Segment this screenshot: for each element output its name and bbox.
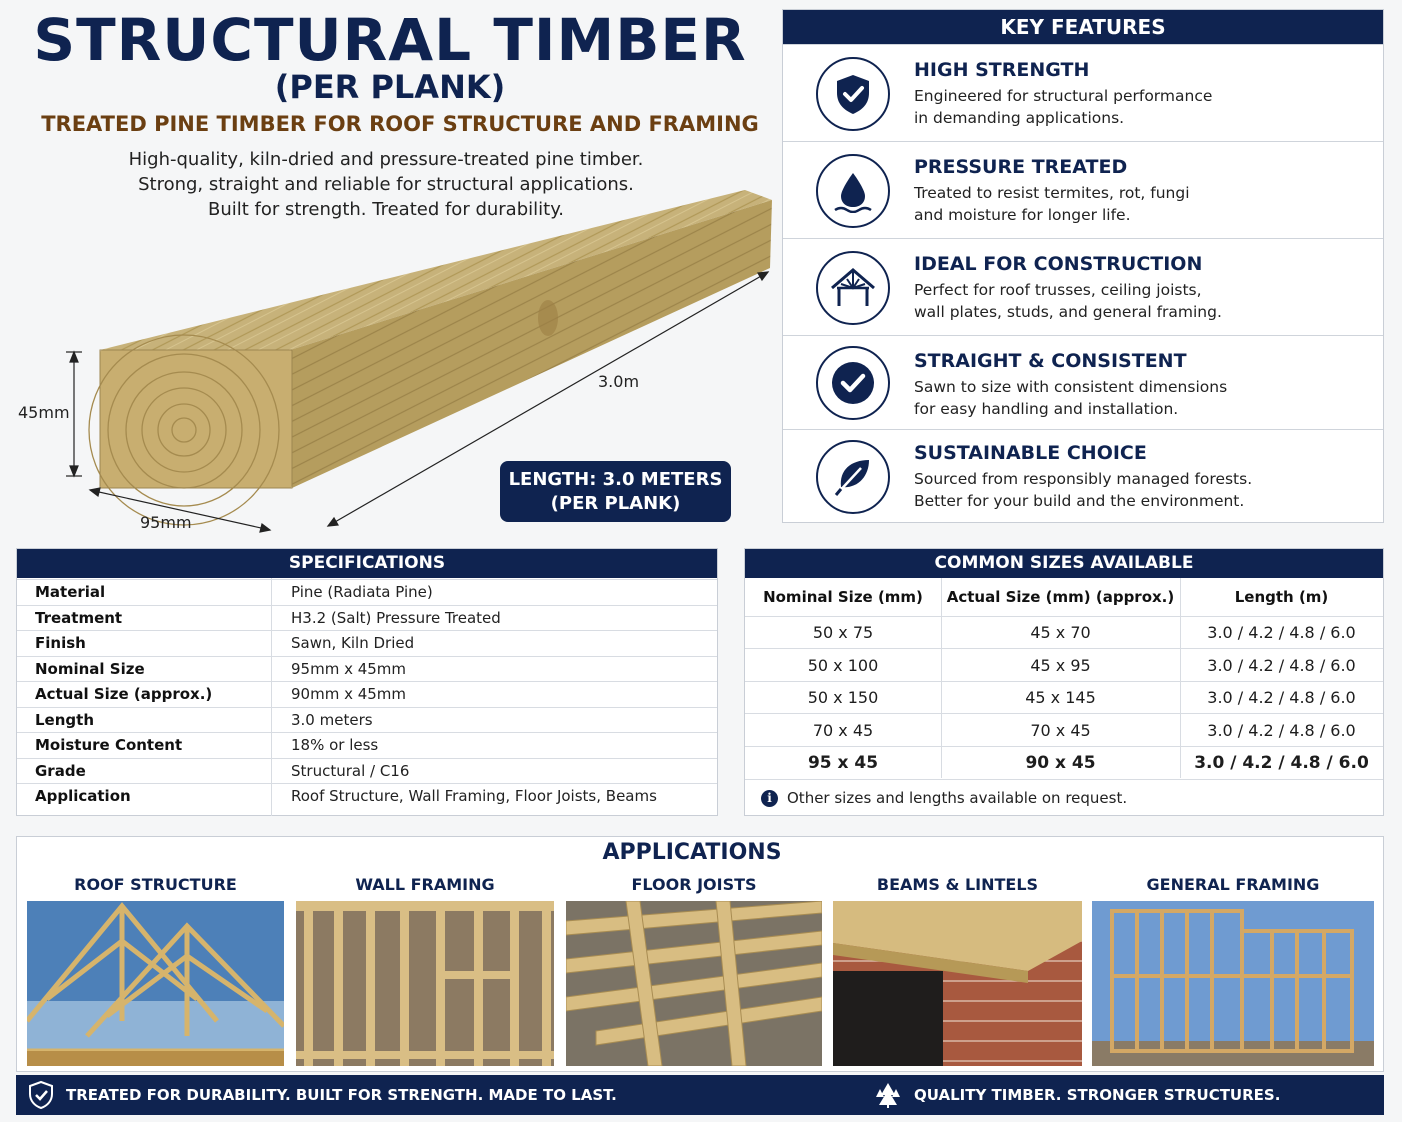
table-cell: 45 x 70: [1030, 623, 1091, 642]
spec-label: Treatment: [35, 608, 123, 627]
feature-line: Sawn to size with consistent dimensions: [914, 378, 1228, 396]
spec-row: [17, 630, 717, 656]
spec-row: [17, 783, 717, 809]
info-icon: i: [761, 790, 778, 807]
table-cell: 90 x 45: [1025, 753, 1096, 773]
feature-line: Treated to resist termites, rot, fungi: [914, 184, 1190, 202]
column-header: Length (m): [1234, 588, 1329, 606]
product-tagline: TREATED PINE TIMBER FOR ROOF STRUCTURE AND FRAMING: [41, 112, 759, 136]
feature-line: wall plates, studs, and general framing.: [914, 303, 1222, 321]
feature-line: Better for your build and the environment.: [914, 492, 1245, 510]
application-label: ROOF STRUCTURE: [74, 875, 237, 894]
spec-value: 18% or less: [291, 736, 379, 754]
table-cell: 70 x 45: [1030, 720, 1091, 740]
length-dimension: 3.0m: [598, 372, 640, 391]
footer-bar: [16, 1075, 1384, 1115]
spec-label: Actual Size (approx.): [35, 685, 213, 703]
check-circle-icon: [816, 346, 890, 420]
length-badge-line: LENGTH: 3.0 METERS: [508, 469, 723, 490]
spec-label: Length: [35, 710, 94, 729]
feature-title: PRESSURE TREATED: [914, 156, 1128, 178]
table-row-highlighted: [745, 746, 1383, 780]
table-row: [745, 648, 1383, 681]
table-cell: 50 x 75: [812, 623, 874, 642]
column-header: Actual Size (mm) (approx.): [946, 588, 1175, 606]
applications-heading: APPLICATIONS: [602, 840, 782, 865]
feature-line: Engineered for structural performance: [914, 87, 1213, 105]
spec-row: [17, 579, 717, 605]
feature-description: [914, 468, 1294, 512]
feature-title: SUSTAINABLE CHOICE: [914, 442, 1147, 464]
table-cell: 45 x 145: [1025, 688, 1096, 707]
feature-description: [914, 182, 1294, 226]
spec-row: [17, 758, 717, 784]
table-row: [745, 616, 1383, 648]
feature-item: [783, 141, 1383, 238]
application-label: BEAMS & LINTELS: [876, 875, 1039, 894]
description-line: High-quality, kiln-dried and pressure-treated pine timber.: [128, 149, 644, 170]
length-badge-line: (PER PLANK): [550, 493, 681, 514]
spec-label: Material: [35, 583, 106, 601]
spec-value: Sawn, Kiln Dried: [291, 634, 415, 652]
hero-section: [0, 0, 780, 540]
table-cell: 3.0 / 4.2 / 4.8 / 6.0: [1207, 623, 1356, 642]
application-label: FLOOR JOISTS: [631, 875, 757, 894]
spec-row: [17, 732, 717, 758]
footer-left-text: TREATED FOR DURABILITY. BUILT FOR STRENGTH. MADE TO LAST.: [66, 1086, 617, 1104]
key-features-panel: [782, 9, 1384, 523]
spec-value: Structural / C16: [291, 761, 410, 780]
feature-line: and moisture for longer life.: [914, 206, 1131, 224]
beams-lintels-image: [833, 901, 1082, 1066]
feature-item: [783, 44, 1383, 141]
table-cell: 95 x 45: [807, 753, 879, 773]
floor-joists-image: [566, 901, 822, 1066]
page-subtitle: (PER PLANK): [274, 68, 506, 106]
feature-line: for easy handling and installation.: [914, 400, 1179, 418]
table-row: [745, 681, 1383, 713]
feature-item: [783, 429, 1383, 522]
table-cell: 3.0 / 4.2 / 4.8 / 6.0: [1207, 720, 1356, 740]
feature-item: [783, 238, 1383, 335]
table-cell: 3.0 / 4.2 / 4.8 / 6.0: [1207, 655, 1356, 675]
table-cell: 50 x 150: [807, 688, 879, 707]
water-drop-icon: [816, 154, 890, 228]
spec-row: [17, 605, 717, 631]
feature-title: IDEAL FOR CONSTRUCTION: [914, 253, 1203, 275]
spec-value: H3.2 (Salt) Pressure Treated: [291, 608, 501, 627]
table-cell: 50 x 100: [807, 655, 879, 675]
spec-label: Application: [35, 787, 131, 805]
table-header-row: [745, 578, 1383, 616]
sizes-heading: COMMON SIZES AVAILABLE: [745, 549, 1383, 578]
table-cell: 45 x 95: [1030, 655, 1091, 675]
spec-value: 3.0 meters: [291, 710, 373, 729]
trees-icon: [874, 1081, 902, 1109]
feature-description: [914, 85, 1294, 129]
sizes-note-text: Other sizes and lengths available on request.: [787, 789, 1128, 807]
spec-row: [17, 707, 717, 733]
application-label: WALL FRAMING: [355, 875, 495, 894]
feature-item: [783, 335, 1383, 429]
application-label: GENERAL FRAMING: [1146, 875, 1320, 894]
column-header: Nominal Size (mm): [763, 588, 923, 606]
table-cell: 70 x 45: [812, 720, 874, 740]
table-cell: 3.0 / 4.2 / 4.8 / 6.0: [1207, 688, 1356, 707]
length-badge: [500, 461, 731, 522]
footer-left: [28, 1075, 617, 1115]
spec-row: [17, 681, 717, 707]
height-dimension: 45mm: [18, 403, 70, 422]
table-row: [745, 713, 1383, 746]
footer-right-text: QUALITY TIMBER. STRONGER STRUCTURES.: [914, 1086, 1281, 1104]
description-line: Built for strength. Treated for durability.: [207, 199, 565, 220]
feature-line: Sourced from responsibly managed forests.: [914, 470, 1253, 488]
common-sizes-table: [744, 548, 1384, 816]
general-framing-image: [1092, 901, 1374, 1066]
description-line: Strong, straight and reliable for structural applications.: [138, 174, 634, 195]
spec-label: Grade: [35, 761, 86, 780]
feature-line: Perfect for roof trusses, ceiling joists,: [914, 281, 1202, 299]
specifications-table: [16, 548, 718, 816]
width-dimension: 95mm: [140, 513, 192, 532]
spec-label: Moisture Content: [35, 736, 183, 754]
spec-row: [17, 656, 717, 682]
feature-line: in demanding applications.: [914, 109, 1125, 127]
feature-title: HIGH STRENGTH: [914, 59, 1090, 81]
feature-title: STRAIGHT & CONSISTENT: [914, 350, 1187, 372]
spec-value: Roof Structure, Wall Framing, Floor Joists, Beams: [291, 787, 657, 805]
wall-framing-image: [296, 901, 554, 1066]
roof-structure-image: [27, 901, 284, 1066]
page-title: STRUCTURAL TIMBER: [33, 6, 747, 74]
spec-label: Nominal Size: [35, 659, 145, 678]
spec-label: Finish: [35, 634, 86, 652]
spec-value: 90mm x 45mm: [291, 685, 407, 703]
roof-truss-icon: [816, 251, 890, 325]
shield-check-icon: [816, 57, 890, 131]
feature-description: [914, 279, 1294, 323]
table-cell: 3.0 / 4.2 / 4.8 / 6.0: [1194, 753, 1369, 773]
footer-right: [874, 1075, 1280, 1115]
feature-description: [914, 376, 1294, 420]
applications-section: [16, 836, 1384, 1072]
spec-value: Pine (Radiata Pine): [291, 583, 433, 601]
spec-value: 95mm x 45mm: [291, 659, 407, 678]
specifications-heading: SPECIFICATIONS: [17, 549, 717, 578]
features-heading: KEY FEATURES: [783, 10, 1383, 44]
shield-check-icon: [28, 1080, 54, 1110]
sizes-note: [761, 789, 1127, 807]
leaf-icon: [816, 440, 890, 514]
